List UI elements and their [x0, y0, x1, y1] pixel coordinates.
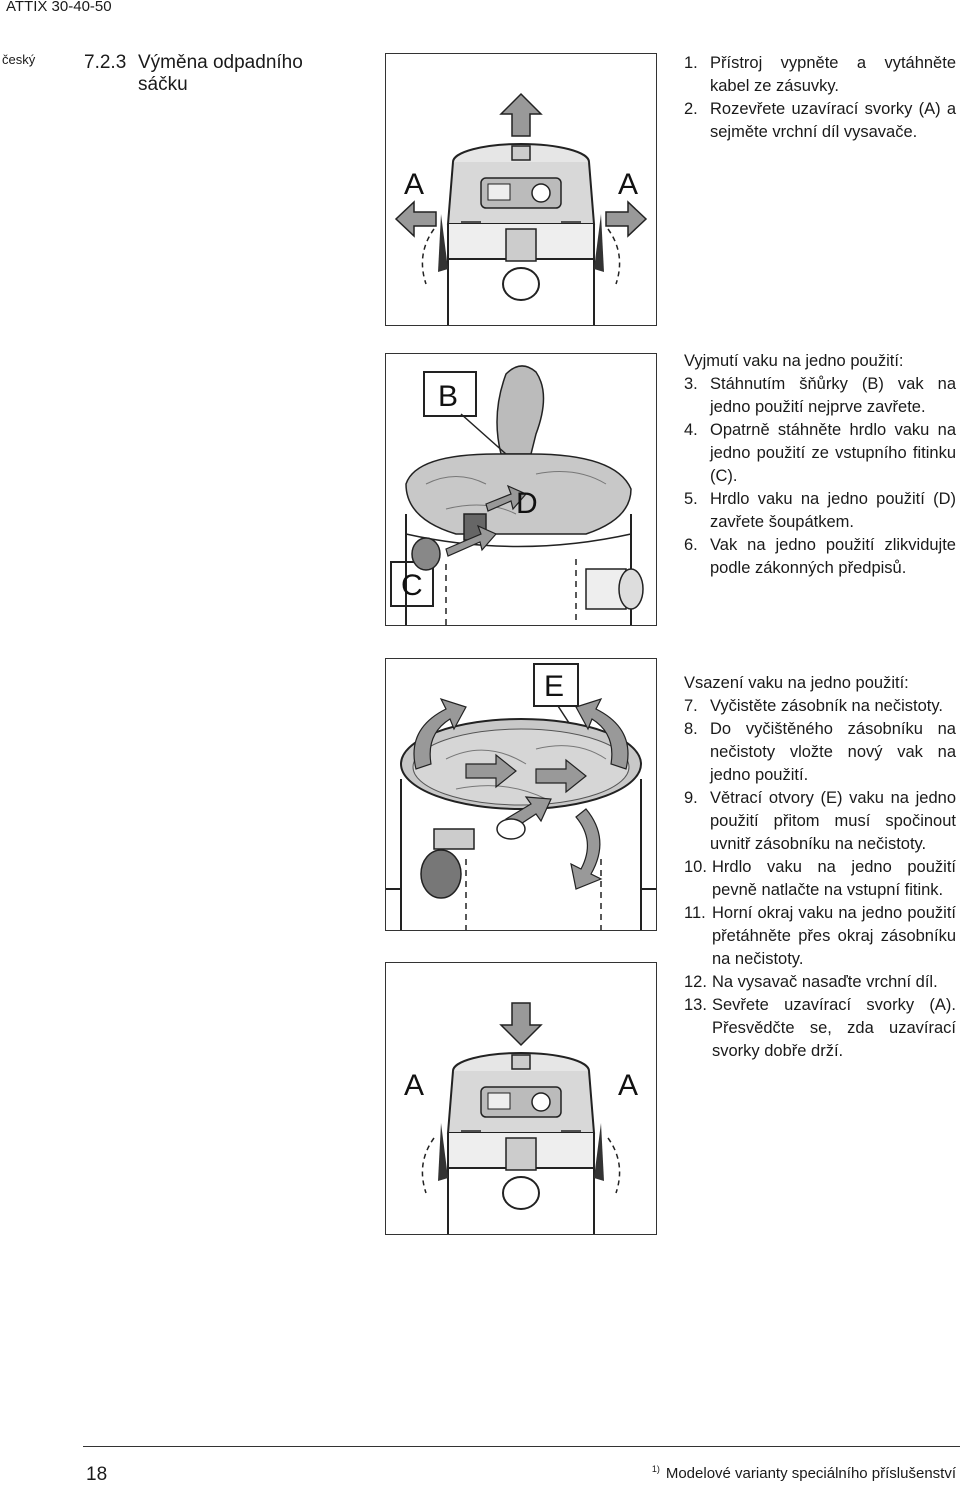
- step-text: Sevřete uzavírací svorky (A). Přesvědčte se, zda uzavírací svorky dobře drží.: [712, 996, 956, 1060]
- removal-section: [684, 350, 956, 580]
- step-text: Horní okraj vaku na jedno použití přetáhněte přes okraj zásobníku na nečistoty.: [712, 904, 956, 968]
- step-number: 2.: [684, 100, 698, 118]
- language-label: český: [2, 52, 36, 67]
- figure-remove-bag: [385, 353, 657, 626]
- label-d: D: [516, 487, 538, 520]
- step-number: 12.: [684, 973, 707, 991]
- label-e: E: [544, 670, 565, 703]
- step-item: [684, 787, 956, 856]
- step-number: 5.: [684, 490, 698, 508]
- figure-close-clamps: [385, 962, 657, 1235]
- removal-heading: Vyjmutí vaku na jedno použití:: [684, 352, 904, 370]
- label-a-left-close: A: [404, 1069, 425, 1102]
- label-a-right: A: [618, 168, 639, 201]
- step-item: [684, 488, 956, 534]
- step-number: 6.: [684, 536, 698, 554]
- step-text: Opatrně stáhněte hrdlo vaku na jedno použití ze vstupního fitinku (C).: [710, 421, 956, 485]
- step-number: 8.: [684, 720, 698, 738]
- page-number: 18: [86, 1464, 108, 1485]
- label-a-left: A: [404, 168, 425, 201]
- step-item: [684, 695, 956, 718]
- step-text: Větrací otvory (E) vaku na jedno použití přitom musí spočinout uvnitř zásobníku na nečistoty.: [710, 789, 956, 853]
- document-header: ATTIX 30-40-50: [6, 0, 112, 15]
- step-text: Na vysavač nasaďte vrchní díl.: [712, 973, 938, 991]
- step-text: Vak na jedno použití zlikvidujte podle zákonných předpisů.: [710, 536, 956, 577]
- step-number: 13.: [684, 996, 707, 1014]
- step-text: Hrdlo vaku na jedno použití (D) zavřete šoupátkem.: [710, 490, 956, 531]
- step-text: Do vyčištěného zásobníku na nečistoty vložte nový vak na jedno použití.: [710, 720, 956, 784]
- insertion-section: [684, 672, 956, 1063]
- step-item: [684, 971, 956, 994]
- step-number: 10.: [684, 858, 707, 876]
- footnote-text: Modelové varianty speciálního příslušenství: [665, 1465, 956, 1482]
- label-b: B: [438, 380, 459, 413]
- step-number: 11.: [684, 904, 706, 922]
- insertion-heading: Vsazení vaku na jedno použití:: [684, 674, 909, 692]
- step-item: [684, 373, 956, 419]
- step-item: [684, 718, 956, 787]
- footnote: [652, 1464, 956, 1482]
- step-text: Hrdlo vaku na jedno použití pevně natlačte na vstupní fitink.: [712, 858, 956, 899]
- step-text: Přístroj vypněte a vytáhněte kabel ze zásuvky.: [710, 54, 956, 95]
- step-number: 9.: [684, 789, 698, 807]
- step-number: 1.: [684, 54, 698, 72]
- step-item: [684, 52, 956, 98]
- step-number: 3.: [684, 375, 698, 393]
- step-item: [684, 534, 956, 580]
- step-number: 4.: [684, 421, 698, 439]
- intro-steps: [684, 52, 956, 144]
- step-number: 7.: [684, 697, 698, 715]
- step-text: Vyčistěte zásobník na nečistoty.: [710, 697, 943, 715]
- step-text: Rozevřete uzavírací svorky (A) a sejměte vrchní díl vysavače.: [710, 100, 956, 141]
- section-title: Výměna odpadního sáčku: [138, 52, 303, 95]
- footnote-mark: 1): [651, 1464, 660, 1474]
- label-c: C: [401, 569, 423, 602]
- section-number: 7.2.3: [84, 52, 127, 73]
- step-item: [684, 902, 956, 971]
- step-item: [684, 856, 956, 902]
- figure-open-clamps: [385, 53, 657, 326]
- step-item: [684, 994, 956, 1063]
- step-item: [684, 98, 956, 144]
- step-item: [684, 419, 956, 488]
- figure-insert-bag: [385, 658, 657, 931]
- footer-divider: [83, 1446, 960, 1447]
- step-text: Stáhnutím šňůrky (B) vak na jedno použití nejprve zavřete.: [710, 375, 956, 416]
- label-a-right-close: A: [618, 1069, 639, 1102]
